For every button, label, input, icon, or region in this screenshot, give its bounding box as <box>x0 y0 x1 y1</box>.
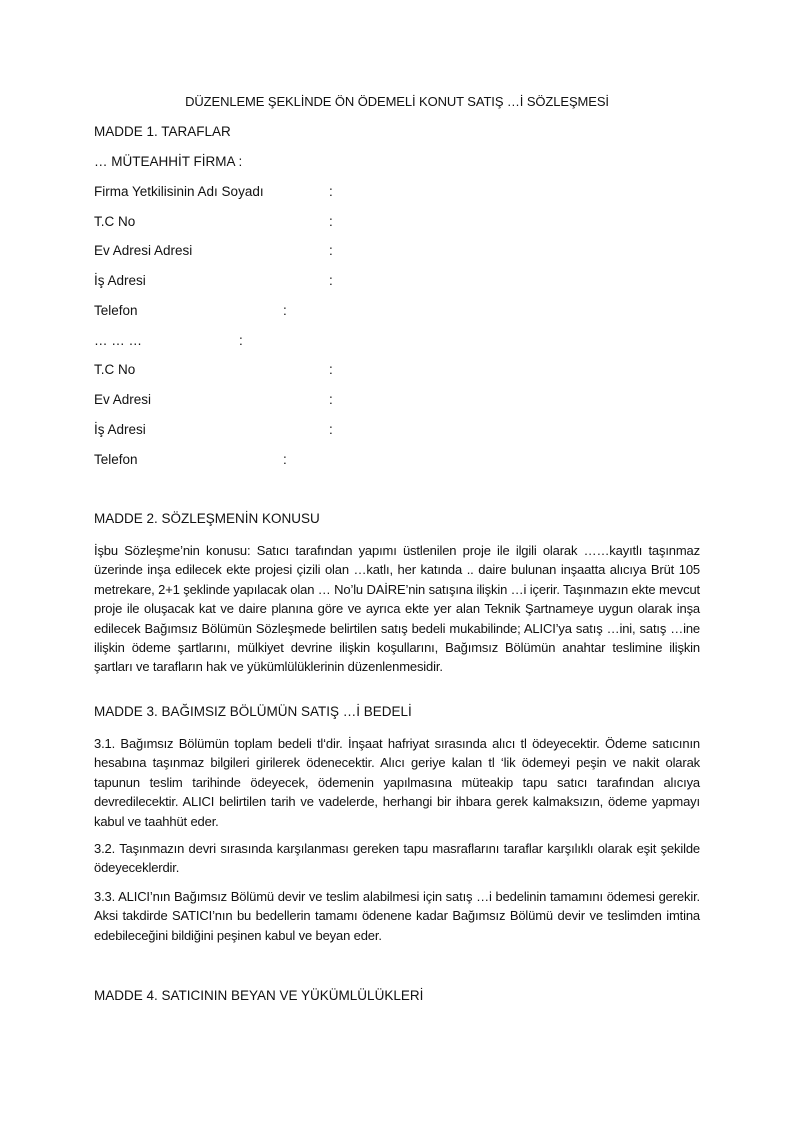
madde-3-paragraph-3: 3.3. ALICI’nın Bağımsız Bölümü devir ve teslim alabilmesi için satış …i bedelinin tamamını ödemesi gerekir. Aksi takdirde SATICI’nın bu bedellerin tamamı ödenene kadar Bağımsız Bölümü devir ve teslimden imtina edebileceğini bildiğini peşinen kabul ve beyan eder. <box>94 889 700 943</box>
field-separator: : <box>329 362 333 377</box>
field-label: İş Adresi <box>94 273 146 288</box>
field-label: Firma Yetkilisinin Adı Soyadı <box>94 184 264 199</box>
field-label: T.C No <box>94 214 136 229</box>
madde-2-paragraph: İşbu Sözleşme’nin konusu: Satıcı tarafından yapımı üstlenilen proje ile ilgili olarak ……kayıtlı taşınmaz üzerinde inşa edilecek ekte projesi çizili olan …katlı, her katında .. daire bulunan inşaatta alıcıya Brüt 105 metrekare, 2+1 şeklinde yapılacak olan … No’lu DAİRE’nin satışına ilişkin …i içerir. Taşınmazın ekte mevcut proje ile oluşacak kat ve daire planına göre ve ayrıca ekte yer alan Teknik Şartnameye uygun olarak inşa edilecek Bağımsız Bölümün Sözleşmede belirtilen satış bedeli mukabilinde; ALICI’ya satış …ini, satış …ine ilişkin ödeme şartlarını, mülkiyet devrine ilişkin koşullarını, Bağımsız Bölümün anahtar teslimine ilişkin şartları ve tarafların hak ve yükümlülüklerinin düzenlenmesidir. <box>94 543 700 675</box>
field-separator: : <box>283 303 287 318</box>
field-label: Telefon <box>94 303 138 318</box>
field-separator: : <box>329 422 333 437</box>
field-label: Ev Adresi Adresi <box>94 243 193 258</box>
field-separator: : <box>329 184 333 199</box>
field-label: İş Adresi <box>94 422 146 437</box>
madde-2-heading: MADDE 2. SÖZLEŞMENİN KONUSU <box>94 511 320 526</box>
field-separator: : <box>329 273 333 288</box>
field-separator: : <box>283 452 287 467</box>
madde-3-paragraph-2: 3.2. Taşınmazın devri sırasında karşılanması gereken tapu masraflarını taraflar karşılıklı olarak eşit şekilde ödeyeceklerdir. <box>94 841 700 876</box>
madde-1-heading: MADDE 1. TARAFLAR <box>94 124 231 139</box>
field-separator: : <box>239 333 243 348</box>
field-separator: : <box>329 214 333 229</box>
firm-label: … MÜTEAHHİT FİRMA : <box>94 154 243 169</box>
document-title: DÜZENLEME ŞEKLİNDE ÖN ÖDEMELİ KONUT SATIŞ …İ SÖZLEŞMESİ <box>185 94 609 109</box>
madde-3-paragraph-1: 3.1. Bağımsız Bölümün toplam bedeli tl‘dir. İnşaat hafriyat sırasında alıcı tl ödeyecektir. Ödeme satıcının hesabına taşınmaz bilgileri girilerek ödenecektir. Alıcı geriye kalan tl ‘lik ödemeyi peşin ve nakit olarak tapunun teslim tarihinde ödeyecek, ödemenin yapılmasına müteakip tapu satıcı tarafından alıcıya devredilecektir. ALICI belirtilen tarih ve vadelerde, herhangi bir ihbara gerek kalmaksızın, ödeme yapmayı kabul ve taahhüt eder. <box>94 736 700 829</box>
buyer-label: … … … <box>94 333 143 348</box>
field-label: Telefon <box>94 452 138 467</box>
madde-3-heading: MADDE 3. BAĞIMSIZ BÖLÜMÜN SATIŞ …İ BEDELİ <box>94 704 412 719</box>
field-label: Ev Adresi <box>94 392 152 407</box>
field-separator: : <box>329 243 333 258</box>
field-separator: : <box>329 392 333 407</box>
madde-4-heading: MADDE 4. SATICININ BEYAN VE YÜKÜMLÜLÜKLERİ <box>94 988 424 1003</box>
field-label: T.C No <box>94 362 136 377</box>
